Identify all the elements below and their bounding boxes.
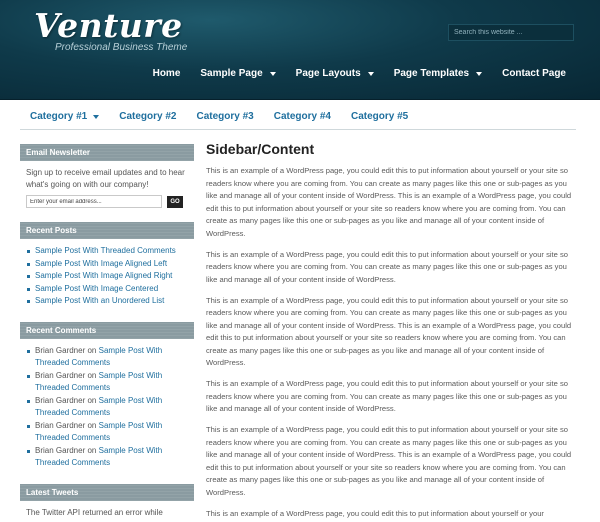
content-paragraph: This is an example of a WordPress page, you could edit this to put information about yourself or your site so readers know where you are coming from. You can create as many pages like this one or sub-pages as you like and manage all of your content inside of WordPress. This is an example of a WordPress page, you could edit this to put information about yourself or your site so readers know where you are coming from. You can create as many pages like this one or sub-pages as you like and manage all of your content inside of WordPress. <box>206 295 572 367</box>
nav-item-home[interactable] <box>143 68 191 79</box>
list-item <box>26 245 188 258</box>
category-label: Category #3 <box>196 111 254 122</box>
category-label: Category #1 <box>30 111 88 122</box>
comment-on: on <box>87 395 97 405</box>
category-item-4[interactable] <box>264 111 341 122</box>
list-item <box>26 258 188 271</box>
newsletter-text: Sign up to receive email updates and to hear what's going on with our company! <box>26 168 185 189</box>
content-paragraph: This is an example of a WordPress page, you could edit this to put information about yourself or your site so readers know where you are coming from. You can create as many pages like this one or sub-pages as you like and manage all of your content inside of WordPress. <box>206 249 569 284</box>
nav-item-label: Page Templates <box>393 68 470 79</box>
newsletter-widget <box>20 144 194 212</box>
list-item <box>26 445 188 470</box>
category-label: Category #2 <box>119 111 177 122</box>
comment-author: Brian Gardner <box>35 420 86 430</box>
list-item <box>26 283 188 296</box>
nav-item-page-layouts[interactable] <box>286 68 384 79</box>
main-content <box>206 141 578 522</box>
nav-item-contact-page[interactable] <box>492 68 566 79</box>
comment-post-link[interactable]: Sample Post With Threaded Comments <box>35 395 163 417</box>
tweets-text: The Twitter API returned an error while <box>26 507 163 517</box>
comment-on: on <box>87 370 97 380</box>
sidebar <box>20 144 194 522</box>
nav-item-sample-page[interactable] <box>190 68 285 79</box>
content-paragraph: This is an example of a WordPress page, you could edit this to put information about yourself or your site so readers know where you are coming from. You can create as many pages like this one or sub-pages as you like and manage all of your content inside of WordPress. This is an example of a WordPress page, you could edit this to put information about yourself or your site so readers know where you are coming from. You can create as many pages like this one or sub-pages as you like and manage all of your content inside of WordPress. <box>206 166 572 238</box>
comment-author: Brian Gardner <box>35 345 86 355</box>
widget-title: Email Newsletter <box>20 144 194 161</box>
list-item <box>26 395 188 420</box>
recent-posts-widget <box>20 222 194 312</box>
go-button[interactable]: GO <box>167 196 183 208</box>
site-logo-title[interactable]: Venture <box>34 6 183 45</box>
comment-post-link[interactable]: Sample Post With Threaded Comments <box>35 420 163 442</box>
recent-post-link[interactable]: Sample Post With Image Aligned Left <box>35 258 168 268</box>
comment-on: on <box>87 445 97 455</box>
category-item-2[interactable] <box>109 111 186 122</box>
page-title: Sidebar/Content <box>206 141 315 157</box>
site-tagline: Professional Business Theme <box>55 42 188 53</box>
category-item-5[interactable] <box>341 111 418 122</box>
list-item <box>26 270 188 283</box>
nav-item-label: Sample Page <box>200 68 263 79</box>
list-item <box>26 420 188 445</box>
list-item <box>26 295 188 308</box>
comment-author: Brian Gardner <box>35 445 86 455</box>
site-header <box>0 0 600 100</box>
comment-author: Brian Gardner <box>35 395 86 405</box>
comment-on: on <box>87 420 97 430</box>
chevron-down-icon <box>93 115 99 119</box>
widget-title: Recent Posts <box>20 222 194 239</box>
category-item-1[interactable] <box>20 111 109 122</box>
recent-post-link[interactable]: Sample Post With Threaded Comments <box>35 246 176 255</box>
comment-post-link[interactable]: Sample Post With Threaded Comments <box>35 445 163 467</box>
recent-post-link[interactable]: Sample Post With Image Centered <box>35 283 159 293</box>
nav-item-page-templates[interactable] <box>384 68 492 79</box>
category-label: Category #5 <box>351 111 409 122</box>
recent-post-link[interactable]: Sample Post With Image Aligned Right <box>35 271 173 280</box>
chevron-down-icon <box>368 72 374 76</box>
main-nav <box>143 68 566 79</box>
comment-post-link[interactable]: Sample Post With Threaded Comments <box>35 370 163 392</box>
recent-comments-widget <box>20 322 194 474</box>
content-paragraph: This is an example of a WordPress page, you could edit this to put information about yourself or your site so readers know where you are coming from. You can create as many pages like this one or sub-pages as you like and manage all of your content inside of WordPress. <box>206 379 569 413</box>
list-item <box>26 370 188 395</box>
category-item-3[interactable] <box>187 111 264 122</box>
email-field[interactable] <box>26 195 162 208</box>
recent-post-link[interactable]: Sample Post With an Unordered List <box>35 296 165 305</box>
search-input[interactable] <box>448 24 574 41</box>
comment-on: on <box>87 345 97 355</box>
chevron-down-icon <box>270 72 276 76</box>
latest-tweets-widget <box>20 484 194 522</box>
widget-title: Recent Comments <box>20 322 194 339</box>
nav-item-label: Home <box>152 68 181 79</box>
list-item <box>26 345 188 370</box>
widget-title: Latest Tweets <box>20 484 194 501</box>
category-nav <box>20 104 576 130</box>
nav-item-label: Contact Page <box>502 68 566 79</box>
category-label: Category #4 <box>273 111 331 122</box>
comment-post-link[interactable]: Sample Post With Threaded Comments <box>35 345 163 367</box>
chevron-down-icon <box>476 72 482 76</box>
content-paragraph: This is an example of a WordPress page, you could edit this to put information about yourself or your <box>206 508 544 518</box>
content-paragraph: This is an example of a WordPress page, you could edit this to put information about yourself or your site so readers know where you are coming from. You can create as many pages like this one or sub-pages as you like and manage all of your content inside of WordPress. This is an example of a WordPress page, you could edit this to put information about yourself or your site so readers know where you are coming from. You can create as many pages like this one or sub-pages as you like and manage all of your content inside of WordPress. <box>206 425 572 497</box>
comment-author: Brian Gardner <box>35 370 86 380</box>
nav-item-label: Page Layouts <box>295 68 361 79</box>
